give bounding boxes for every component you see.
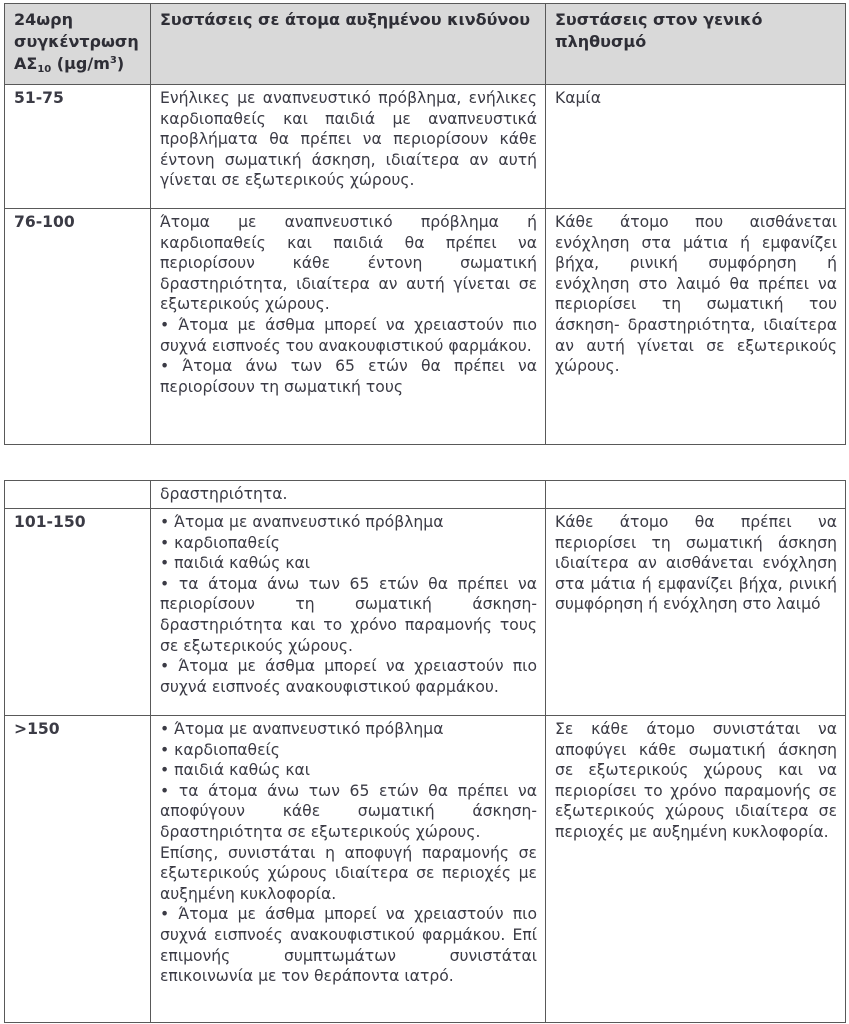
concentration-range: >150	[5, 716, 151, 1023]
general-population-recommendations	[546, 209, 846, 445]
risk-group-recommendations	[151, 509, 546, 716]
concentration-range: 101-150	[5, 509, 151, 716]
cell-paragraph: • καρδιοπαθείς	[160, 533, 537, 554]
header-concentration-formula: $A\Sigma_{10}$ $(\mu g/m^3)$	[14, 54, 125, 75]
cell-paragraph: • Άτομα με άσθμα μπορεί να χρειαστούν πιο συχνά εισπνοές ανακουφιστικού φαρμάκου.	[160, 656, 537, 697]
pm10-subscript: 10	[37, 64, 52, 75]
cell-paragraph: • Άτομα άνω των 65 ετών θα πρέπει να περιορίσουν τη σωματική τους	[160, 356, 537, 397]
general-population-recommendations	[546, 85, 846, 209]
pm10-recommendations-table-part2	[4, 480, 846, 1023]
cell-paragraph: Άτομα με αναπνευστικό πρόβλημα ή καρδιοπαθείς και παιδιά θα πρέπει να περιορίσουν κάθε έντονη σωματική δραστηριότητα, ιδιαίτερα αν αυτή γίνεται σε εξωτερικούς χώρους.	[160, 213, 537, 314]
general-population-recommendations	[546, 481, 846, 509]
risk-group-recommendations	[151, 481, 546, 509]
general-population-recommendations	[546, 509, 846, 716]
cell-paragraph: • Άτομα με αναπνευστικό πρόβλημα	[160, 512, 537, 533]
cell-paragraph: δραστηριότητα.	[160, 485, 288, 503]
header-concentration-line2: συγκέντρωση	[14, 32, 139, 51]
cell-paragraph: • παιδιά καθώς και	[160, 553, 537, 574]
table-row	[5, 716, 846, 1023]
cell-paragraph: • παιδιά καθώς και	[160, 760, 537, 781]
cell-paragraph: Ενήλικες με αναπνευστικό πρόβλημα, ενήλικες καρδιοπαθείς και παιδιά με αναπνευστικά προβλήματα θα πρέπει να περιορίσουν κάθε έντονη σωματική άσκηση, ιδιαίτερα αν αυτή γίνεται σε εξωτερικούς χώρους.	[160, 89, 537, 190]
cell-paragraph: Καμία	[555, 89, 601, 107]
cell-paragraph: • τα άτομα άνω των 65 ετών θα πρέπει να αποφύγουν κάθε σωματική άσκηση-δραστηριότητα σε εξωτερικούς χώρους.	[160, 781, 537, 843]
concentration-range: 51-75	[5, 85, 151, 209]
concentration-range: 76-100	[5, 209, 151, 445]
header-concentration-line1: 24ωρη	[14, 10, 74, 29]
table-row	[5, 509, 846, 716]
cubic-superscript: 3	[109, 55, 117, 66]
header-risk-groups: Συστάσεις σε άτομα αυξημένου κινδύνου	[151, 4, 546, 85]
risk-group-recommendations	[151, 209, 546, 445]
header-general-population: Συστάσεις στον γενικό πληθυσμό	[546, 4, 846, 85]
cell-paragraph: • τα άτομα άνω των 65 ετών θα πρέπει να περιορίσουν τη σωματική άσκηση-δραστηριότητα και το χρόνο παραμονής τους σε εξωτερικούς χώρους.	[160, 574, 537, 656]
table-header-row	[5, 4, 846, 85]
risk-group-recommendations	[151, 716, 546, 1023]
header-concentration	[5, 4, 151, 85]
pm10-recommendations-table-part1	[4, 3, 846, 445]
cell-paragraph: Επίσης, συνιστάται η αποφυγή παραμονής σε εξωτερικούς χώρους ιδιαίτερα σε περιοχές με αυξημένη κυκλοφορία.	[160, 843, 537, 903]
general-population-recommendations	[546, 716, 846, 1023]
cell-paragraph: • Άτομα με άσθμα μπορεί να χρειαστούν πιο συχνά εισπνοές του ανακουφιστικού φαρμάκου.	[160, 315, 537, 356]
table-row	[5, 209, 846, 445]
cell-paragraph: Κάθε άτομο που αισθάνεται ενόχληση στα μάτια ή εμφανίζει βήχα, ρινική συμφόρηση ή ενόχληση στο λαιμό θα πρέπει να περιορίσει τη σωματική του άσκηση- δραστηριότητα, ιδιαίτερα αν αυτή γίνεται σε εξωτερικούς χώρους.	[555, 213, 837, 376]
cell-paragraph: • Άτομα με αναπνευστικό πρόβλημα	[160, 719, 537, 740]
risk-group-recommendations	[151, 85, 546, 209]
cell-paragraph: Σε κάθε άτομο συνιστάται να αποφύγει κάθε σωματική άσκηση σε εξωτερικούς χώρους και να περιορίσει το χρόνο παραμονής σε εξωτερικούς χώρους ιδιαίτερα σε περιοχές με αυξημένη κυκλοφορία.	[555, 720, 837, 841]
cell-paragraph: • καρδιοπαθείς	[160, 740, 537, 761]
concentration-range	[5, 481, 151, 509]
table-row	[5, 481, 846, 509]
cell-paragraph: Κάθε άτομο θα πρέπει να περιορίσει τη σωματική άσκηση ιδιαίτερα αν αισθάνεται ενόχληση στα μάτια ή εμφανίζει βήχα, ρινική συμφόρηση ή ενόχληση στο λαιμό	[555, 513, 837, 614]
cell-paragraph: • Άτομα με άσθμα μπορεί να χρειαστούν πιο συχνά εισπνοές ανακουφιστικού φαρμάκου. Επί επιμονής συμπτωμάτων συνιστάται επικοινωνία με τον θεράποντα ιατρό.	[160, 904, 537, 986]
table-row	[5, 85, 846, 209]
